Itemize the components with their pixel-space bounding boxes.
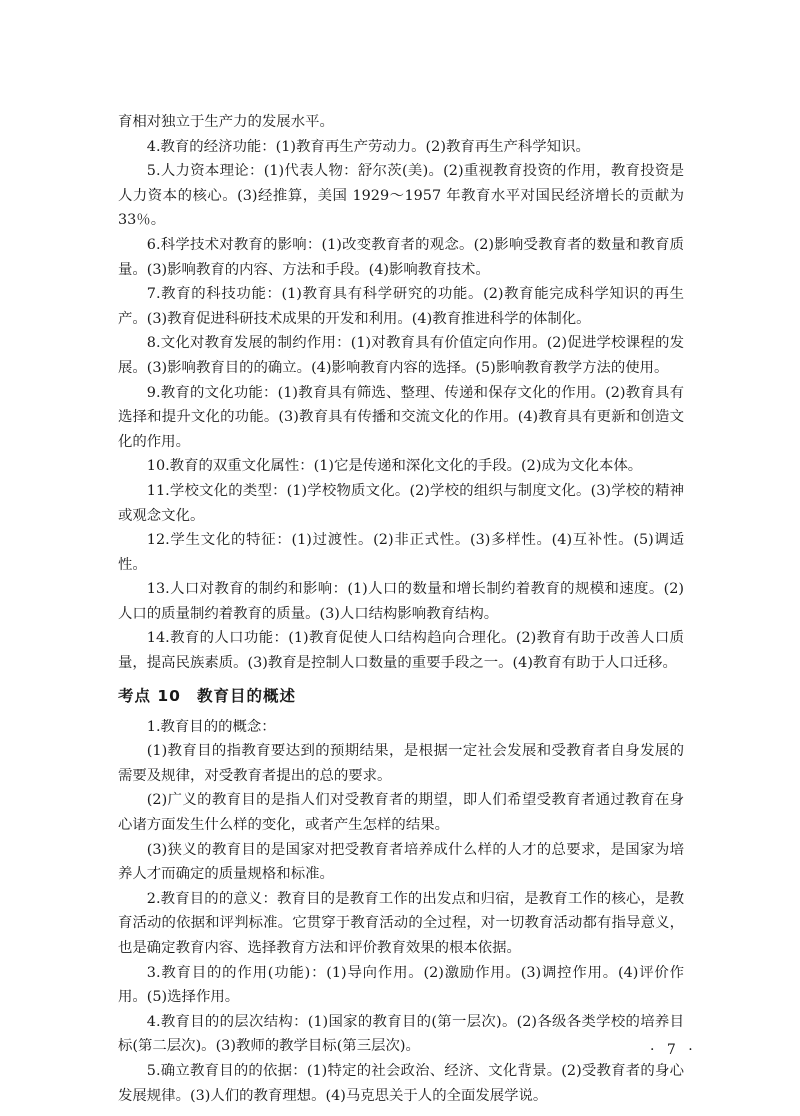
paragraph: 7.教育的科技功能：(1)教育具有科学研究的功能。(2)教育能完成科学知识的再生产。(3)教育促进科研技术成果的开发和利用。(4)教育推进科学的体制化。 <box>118 286 684 327</box>
section-number: 考点 10 <box>118 686 181 705</box>
section-title: 教育目的概述 <box>196 686 296 705</box>
upper-text-block <box>118 110 684 676</box>
paragraph: 4.教育的经济功能：(1)教育再生产劳动力。(2)教育再生产科学知识。 <box>146 138 590 155</box>
paragraph: 5.确立教育目的的依据：(1)特定的社会政治、经济、文化背景。(2)受教育者的身心发展规律。(3)人们的教育理想。(4)马克思关于人的全面发展学说。 <box>118 1062 684 1104</box>
page-content <box>118 110 684 1108</box>
paragraph: 育相对独立于生产力的发展水平。 <box>118 114 334 130</box>
paragraph: (1)教育目的指教育要达到的预期结果，是根据一定社会发展和受教育者自身发展的需要及规律，对受教育者提出的总的要求。 <box>118 743 684 784</box>
paragraph: (2)广义的教育目的是指人们对受教育者的期望，即人们希望受教育者通过教育在身心诸方面发生什么样的变化，或者产生怎样的结果。 <box>118 792 684 834</box>
paragraph: 4.教育目的的层次结构：(1)国家的教育目的(第一层次)。(2)各级各类学校的培养目标(第二层次)。(3)教师的教学目标(第三层次)。 <box>118 1013 684 1055</box>
paragraph: 14.教育的人口功能：(1)教育促使人口结构趋向合理化。(2)教育有助于改善人口质量，提高民族素质。(3)教育是控制人口数量的重要手段之一。(4)教育有助于人口迁移。 <box>118 630 684 672</box>
lower-text-block <box>118 715 684 1109</box>
paragraph: 12.学生文化的特征：(1)过渡性。(2)非正式性。(3)多样性。(4)互补性。(5)调适性。 <box>118 532 684 573</box>
paragraph: 9.教育的文化功能：(1)教育具有筛选、整理、传递和保存文化的作用。(2)教育具有选择和提升文化的功能。(3)教育具有传播和交流文化的作用。(4)教育具有更新和创造文化的作用。 <box>118 384 684 450</box>
paragraph: 8.文化对教育发展的制约作用：(1)对教育具有价值定向作用。(2)促进学校课程的发展。(3)影响教育目的的确立。(4)影响教育内容的选择。(5)影响教育教学方法的使用。 <box>118 335 684 376</box>
section-heading <box>118 683 684 710</box>
paragraph: (3)狭义的教育目的是国家对把受教育者培养成什么样的人才的总要求，是国家为培养人才而确定的质量规格和标准。 <box>118 841 684 883</box>
paragraph: 13.人口对教育的制约和影响：(1)人口的数量和增长制约着教育的规模和速度。(2)人口的质量制约着教育的质量。(3)人口结构影响教育结构。 <box>118 581 684 622</box>
paragraph: 3.教育目的的作用(功能)：(1)导向作用。(2)激励作用。(3)调控作用。(4)评价作用。(5)选择作用。 <box>118 964 684 1006</box>
paragraph: 5.人力资本理论：(1)代表人物：舒尔茨(美)。(2)重视教育投资的作用，教育投资是人力资本的核心。(3)经推算，美国 1929～1957 年教育水平对国民经济增长的贡献为 33％。 <box>118 163 684 229</box>
paragraph: 11.学校文化的类型：(1)学校物质文化。(2)学校的组织与制度文化。(3)学校的精神或观念文化。 <box>118 482 684 524</box>
paragraph: 6.科学技术对教育的影响：(1)改变教育者的观念。(2)影响受教育者的数量和教育质量。(3)影响教育的内容、方法和手段。(4)影响教育技术。 <box>118 236 684 278</box>
paragraph: 10.教育的双重文化属性：(1)它是传递和深化文化的手段。(2)成为文化本体。 <box>146 458 643 475</box>
page-number: · 7 · <box>650 1042 697 1058</box>
paragraph: 2.教育目的的意义：教育目的是教育工作的出发点和归宿，是教育工作的核心，是教育活动的依据和评判标准。它贯穿于教育活动的全过程，对一切教育活动都有指导意义，也是确定教育内容、选择教育方法和评价教育效果的根本依据。 <box>118 890 684 956</box>
paragraph: 1.教育目的的概念： <box>146 718 276 735</box>
